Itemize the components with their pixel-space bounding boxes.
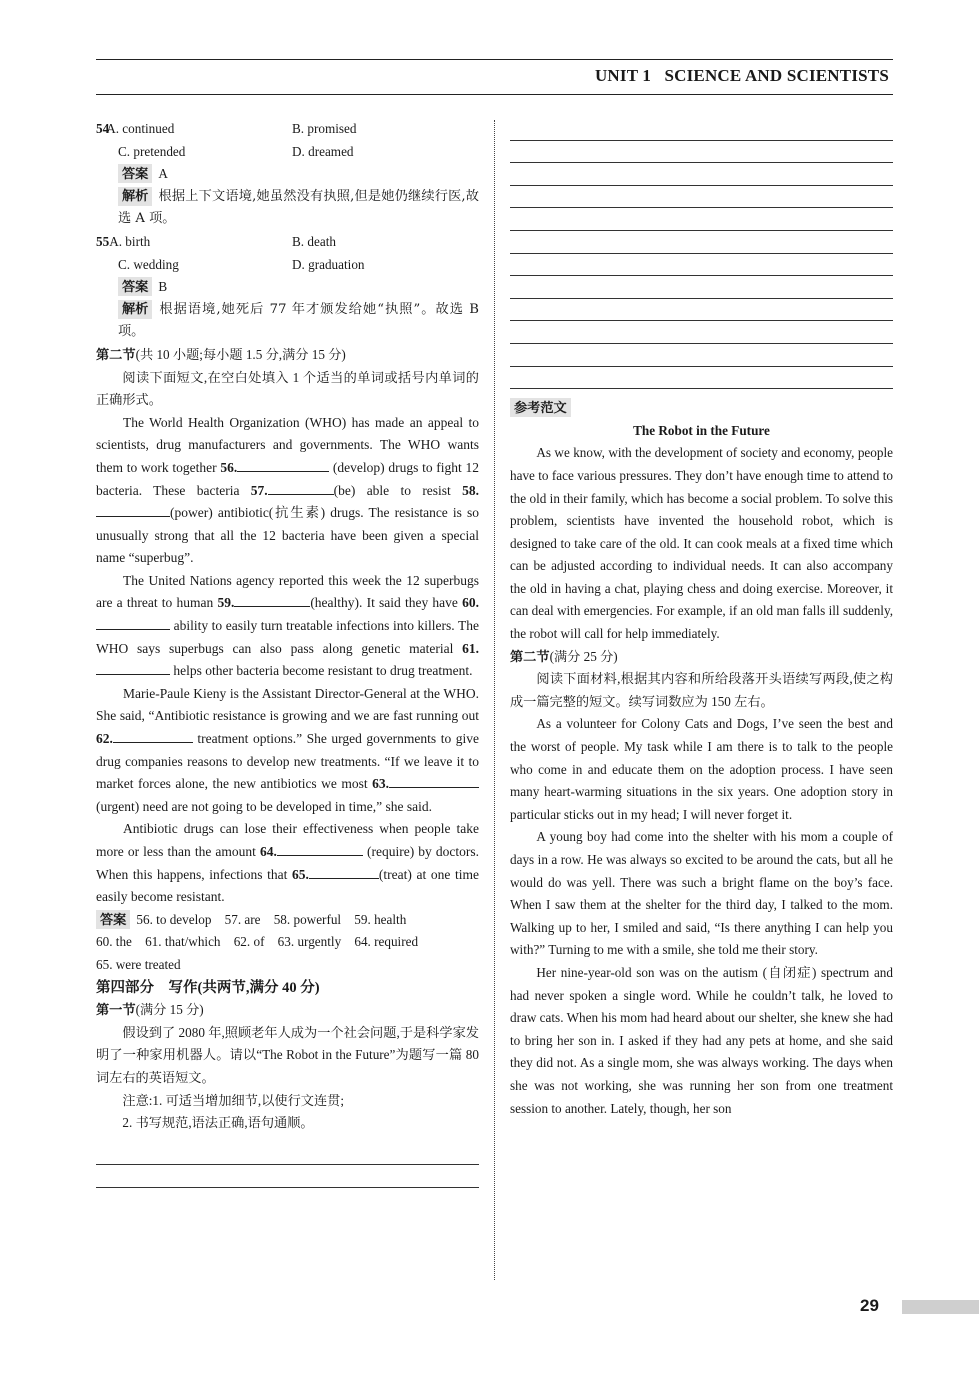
part-4-section-1-title: 第一节 xyxy=(96,1002,136,1018)
passage-paragraph-1 xyxy=(96,412,479,570)
writing-line[interactable] xyxy=(510,367,893,390)
header-rule-top xyxy=(96,59,893,60)
writing-line[interactable] xyxy=(510,231,893,254)
passage-text: (be) able to resist xyxy=(333,482,451,498)
blank-number-63: 63. xyxy=(372,776,389,792)
blank-56[interactable] xyxy=(237,457,329,472)
story-paragraph-1: As a volunteer for Colony Cats and Dogs, I’ve seen the best and the worst of people. My task while I am there is to talk to the people who come in and educate them on the adoption process. I have seen many heart-warming situations in the six years. One adoption story in particular sticks out in my head; I will never forget it. xyxy=(510,716,893,822)
unit-label: UNIT 1 xyxy=(594,66,652,85)
right-column xyxy=(510,118,893,1120)
q54-option-c: C. pretended xyxy=(118,143,186,159)
header-rule-bottom xyxy=(96,94,893,95)
q55-option-d: D. graduation xyxy=(292,256,365,272)
q55-number: 55 xyxy=(96,233,110,249)
q54-option-a: A. continued xyxy=(106,121,175,136)
answers-line-2: 60. the 61. that/which 62. of 63. urgently 64. required xyxy=(96,934,419,950)
section-3-title: 第二节 xyxy=(96,346,136,362)
q55-option-b: B. death xyxy=(292,233,336,249)
passage-text: (treat) at one time easily become resistant. xyxy=(96,866,479,905)
q54-answer-value: A xyxy=(158,166,168,182)
section-2-title: 第二节 xyxy=(510,648,550,664)
section-3-heading xyxy=(96,344,479,367)
q54-options-row1 xyxy=(96,118,479,141)
blank-number-58: 58. xyxy=(462,482,480,498)
blank-64[interactable] xyxy=(277,841,363,856)
blank-number-61: 61. xyxy=(462,640,479,656)
analysis-tag: 解析 xyxy=(118,187,152,206)
section-2-heading xyxy=(510,646,893,669)
writing-note-1: 注意:1. 可适当增加细节,以使行文连贯; xyxy=(122,1092,345,1108)
q54-options-row2 xyxy=(96,141,479,164)
blank-60[interactable] xyxy=(96,615,170,630)
answers-line-3: 65. were treated xyxy=(96,956,181,972)
sample-essay-tag xyxy=(510,397,893,420)
answers-block xyxy=(96,909,479,932)
section-2-note: (满分 25 分) xyxy=(549,648,618,664)
blank-61[interactable] xyxy=(96,660,170,675)
blank-62[interactable] xyxy=(113,728,193,743)
passage-text: (power) antibiotic(抗生素) drugs. The resistance is so unusually strong that all the 12 bacteria have been given a special name “superbug”. xyxy=(96,505,479,566)
passage-text: Marie-Paule Kieny is the Assistant Director-General at the WHO. She said, “Antibiotic resistance is growing and we are fast running out xyxy=(96,685,479,724)
passage-text: (urgent) need are not going to be developed in time,” she said. xyxy=(96,798,433,814)
sample-essay-title: The Robot in the Future xyxy=(633,422,770,438)
answer-tag: 答案 xyxy=(118,164,152,183)
page-number: 29 xyxy=(860,1296,879,1315)
answer-tag: 答案 xyxy=(96,910,130,929)
unit-title: SCIENCE AND SCIENTISTS xyxy=(664,66,889,85)
q55-option-a: A. birth xyxy=(109,233,151,249)
part-4-section-1-note: (满分 15 分) xyxy=(135,1002,204,1018)
q55-analysis-text: 根据语境,她死后 77 年才颁发给她“执照”。故选 B 项。 xyxy=(118,301,479,340)
blank-58[interactable] xyxy=(96,502,170,517)
passage-text: (require) by doctors. When this happens, infections that xyxy=(96,844,479,882)
blank-59[interactable] xyxy=(234,592,310,607)
sample-tag: 参考范文 xyxy=(510,398,571,417)
answer-tag: 答案 xyxy=(118,277,152,296)
passage-text: (develop) drugs to fight 12 bacteria. These bacteria xyxy=(96,459,479,498)
blank-number-62: 62. xyxy=(96,731,113,747)
writing-line[interactable] xyxy=(510,254,893,277)
blank-number-60: 60. xyxy=(462,595,479,611)
analysis-tag: 解析 xyxy=(118,300,152,319)
q54-analysis-text: 根据上下文语境,她虽然没有执照,但是她仍继续行医,故选 A 项。 xyxy=(118,188,479,227)
running-header xyxy=(96,66,889,96)
blank-number-64: 64. xyxy=(260,844,277,859)
left-column xyxy=(96,118,479,1188)
writing-line[interactable] xyxy=(510,118,893,141)
blank-number-59: 59. xyxy=(217,595,235,611)
part-4-section-1-heading xyxy=(96,999,479,1022)
q54-option-d: D. dreamed xyxy=(292,143,354,159)
writing-line[interactable] xyxy=(510,163,893,186)
writing-line[interactable] xyxy=(510,344,893,367)
answers-line-1: 56. to develop 57. are 58. powerful 59. health xyxy=(136,911,407,927)
sample-essay-text: As we know, with the development of society and economy, people have to face various pressures. They don’t have enough time to attend to the old in their family, which has become a social problem. To solve this problem, scientists have invented the household robot, which is designed to take care of the old. It can cook meals at a fixed time which can be adjusted according to individual needs. It can also accompany the old in having a chat, playing chess and doing exercise. Moreover, it can deal with emergencies. For example, if an old man falls ill suddenly, the robot will call for help immediately. xyxy=(510,445,893,642)
story-paragraph-2: A young boy had come into the shelter with his mom a couple of days in a row. He was always so excited to be around the cats, but all he would do was yell. There was such a bright flame on the boy’s face. When I saw them at the shelter for the third day, I talked to the mom. Walking up to her, I smiled and said, “Is there anything I can help you with?” Turning to me with a smile, she told me their story. xyxy=(510,829,893,958)
passage-text: helps other bacteria become resistant to drug treatment. xyxy=(173,663,473,679)
writing-line[interactable] xyxy=(96,1143,479,1166)
blank-63[interactable] xyxy=(389,773,479,788)
passage-text: ability to easily turn treatable infections into killers. The WHO says superbugs can also pass along genetic material xyxy=(96,618,479,656)
passage-text: The World Health Organization (WHO) has made an appeal to scientists, drug manufacturers and governments. The WHO wants them to work together xyxy=(96,414,479,475)
page-tab-bar xyxy=(902,1300,979,1314)
blank-number-65: 65. xyxy=(292,866,309,882)
q54-analysis xyxy=(96,186,479,231)
passage-text: The United Nations agency reported this week the 12 superbugs are a threat to human xyxy=(96,572,479,611)
writing-line[interactable] xyxy=(510,276,893,299)
passage-paragraph-2 xyxy=(96,570,479,683)
writing-line[interactable] xyxy=(510,141,893,164)
passage-paragraph-4 xyxy=(96,818,479,908)
q55-analysis xyxy=(96,299,479,344)
q55-options-row1 xyxy=(96,231,479,254)
passage-text: Antibiotic drugs can lose their effectiveness when people take more or less than the amount xyxy=(96,821,479,859)
part-4-title: 第四部分 写作(共两节,满分 40 分) xyxy=(96,979,320,996)
q55-answer xyxy=(96,276,479,299)
q55-option-c: C. wedding xyxy=(118,256,179,272)
passage-text: (healthy). It said they have xyxy=(310,595,458,611)
q54-number: 54 xyxy=(96,121,110,136)
passage-paragraph-3 xyxy=(96,683,479,819)
q54-answer xyxy=(96,163,479,186)
writing-line[interactable] xyxy=(510,186,893,209)
q54-option-b: B. promised xyxy=(292,121,357,136)
writing-prompt: 假设到了 2080 年,照顾老年人成为一个社会问题,于是科学家发明了一种家用机器人。请以“The Robot in the Future”为题写一篇 80 词左右的英语短文。 xyxy=(96,1024,479,1085)
writing-line[interactable] xyxy=(510,321,893,344)
writing-line[interactable] xyxy=(510,299,893,322)
story-paragraph-3: Her nine-year-old son was on the autism (自闭症) spectrum and had never spoken a single word. While he couldn’t talk, he loved to draw cats. When his mom had heard about our shelter, she knew she had to bring her son in. I asked if they had any pets at home, and she said they did not. As a single mom, she was always working. The days when she was not working, she was running her son from one treatment session to another. Lately, though, her son xyxy=(510,964,893,1116)
section-3-note: (共 10 小题;每小题 1.5 分,满分 15 分) xyxy=(135,346,346,362)
writing-line[interactable] xyxy=(96,1165,479,1188)
blank-number-56: 56. xyxy=(220,459,238,475)
q55-answer-value: B xyxy=(158,279,168,295)
column-divider xyxy=(494,120,495,1280)
q55-options-row2 xyxy=(96,254,479,277)
blank-number-57: 57. xyxy=(250,482,268,498)
writing-line[interactable] xyxy=(510,208,893,231)
passage-text: treatment options.” She urged governments to give drug companies reasons to develop new treatments. “If we leave it to market forces alone, the new antibiotics we most xyxy=(96,731,479,792)
section-2-instruction: 阅读下面材料,根据其内容和所给段落开头语续写两段,使之构成一篇完整的短文。续写词数应为 150 左右。 xyxy=(510,671,893,709)
writing-note-2: 2. 书写规范,语法正确,语句通顺。 xyxy=(122,1115,314,1131)
blank-65[interactable] xyxy=(309,864,379,879)
blank-57[interactable] xyxy=(268,480,334,495)
section-3-instruction: 阅读下面短文,在空白处填入 1 个适当的单词或括号内单词的正确形式。 xyxy=(96,369,479,408)
